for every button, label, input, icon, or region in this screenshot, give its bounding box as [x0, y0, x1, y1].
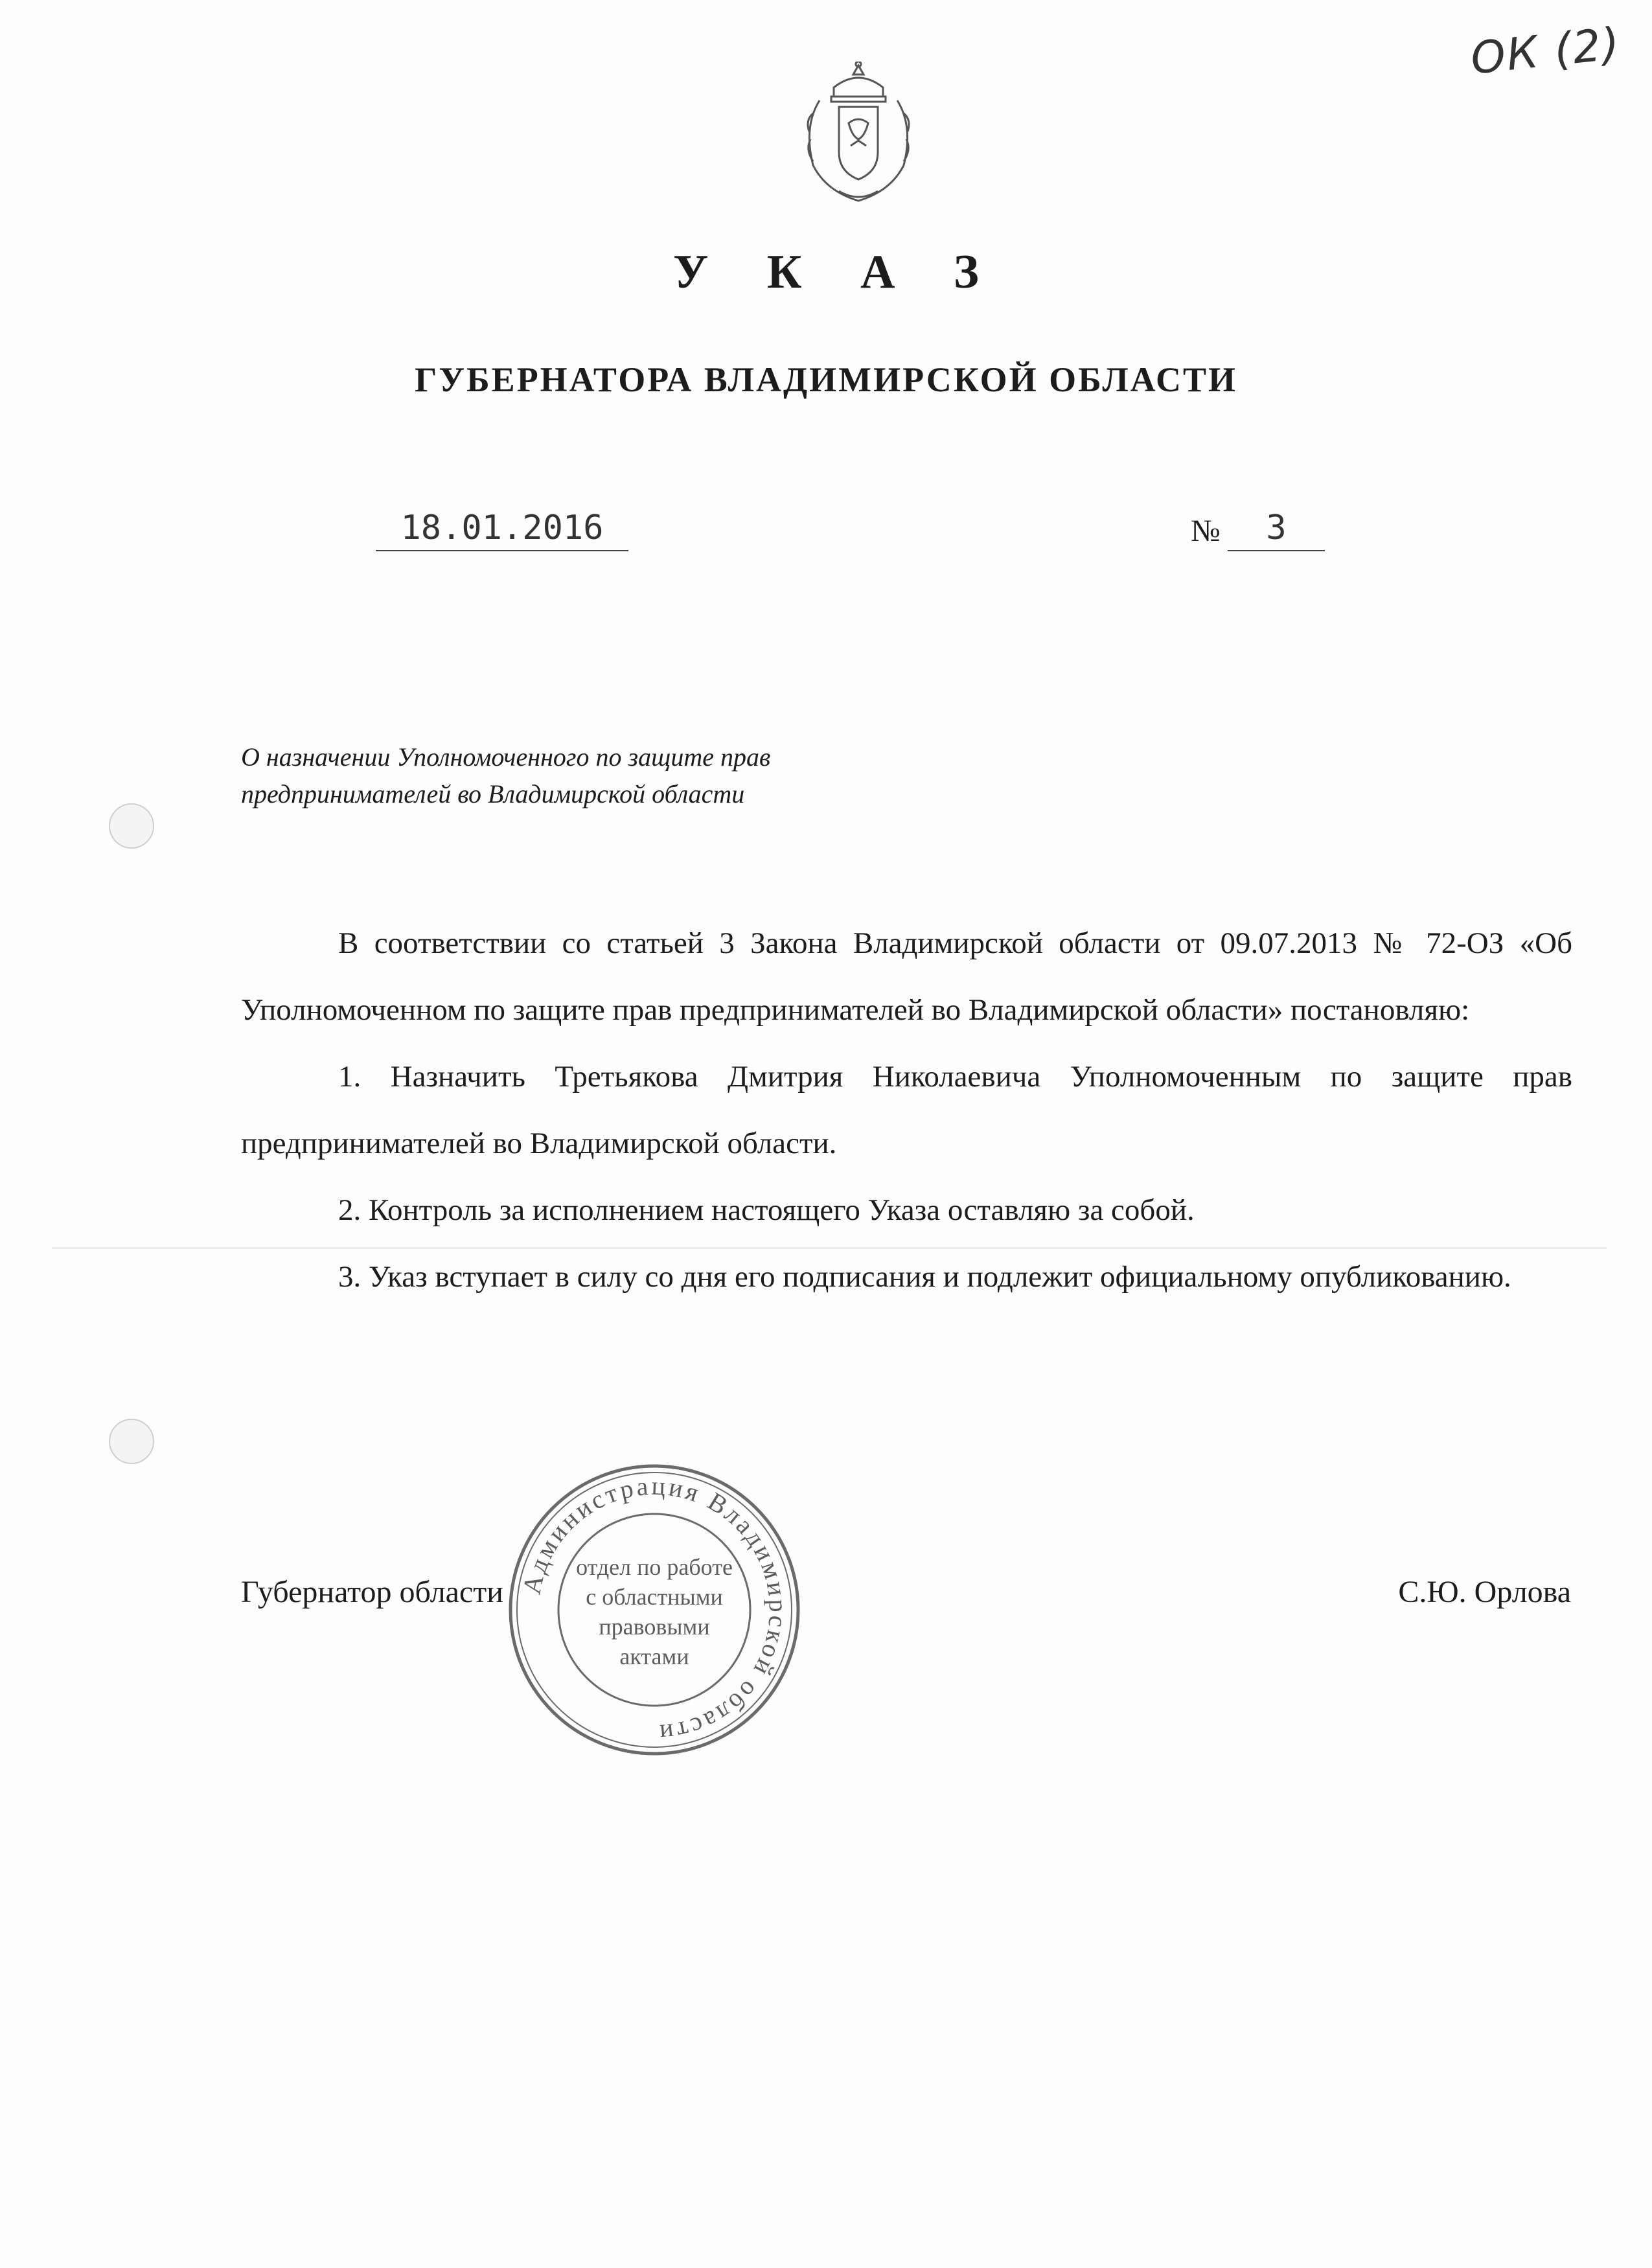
stamp-center-line: отдел по работе — [576, 1554, 733, 1580]
official-stamp — [505, 1461, 803, 1759]
stamp-center-line: с областными — [586, 1584, 723, 1610]
document-number: 3 — [1228, 509, 1325, 551]
signatory-position: Губернатор области — [241, 1575, 503, 1609]
stamp-ring-text: Администрация Владимирской области — [516, 1471, 794, 1749]
document-body — [241, 910, 1572, 1311]
coat-of-arms-icon — [794, 62, 923, 207]
punch-hole — [109, 1419, 154, 1464]
subject-line: предпринимателей во Владимирской области — [241, 779, 745, 808]
punch-hole — [109, 803, 154, 849]
signatory-name: С.Ю. Орлова — [1398, 1575, 1571, 1609]
document-subject — [241, 739, 954, 812]
handwritten-mark: ОК (2) — [1468, 18, 1623, 85]
issuer-title: ГУБЕРНАТОРА ВЛАДИМИРСКОЙ ОБЛАСТИ — [414, 360, 1238, 399]
body-paragraph: 2. Контроль за исполнением настоящего Указа оставляю за собой. — [338, 1193, 1195, 1227]
number-label: № — [1191, 514, 1221, 548]
body-paragraph: 3. Указ вступает в силу со дня его подписания и подлежит официальному опубликованию. — [338, 1260, 1511, 1294]
body-paragraph: В соответствии со статьей 3 Закона Владимирской области от 09.07.2013 № 72-ОЗ «Об Уполномоченном по защите прав предпринимателей во Владимирской области» постановляю: — [241, 926, 1572, 1027]
document-type-title: У К А З — [673, 246, 1002, 299]
subject-line: О назначении Уполномоченного по защите прав — [241, 742, 771, 772]
stamp-center-line: актами — [619, 1644, 689, 1669]
body-paragraph: 1. Назначить Третьякова Дмитрия Николаевича Уполномоченным по защите прав предпринимателей во Владимирской области. — [241, 1060, 1572, 1160]
document-date: 18.01.2016 — [376, 509, 628, 551]
stamp-center-line: правовыми — [599, 1614, 710, 1640]
